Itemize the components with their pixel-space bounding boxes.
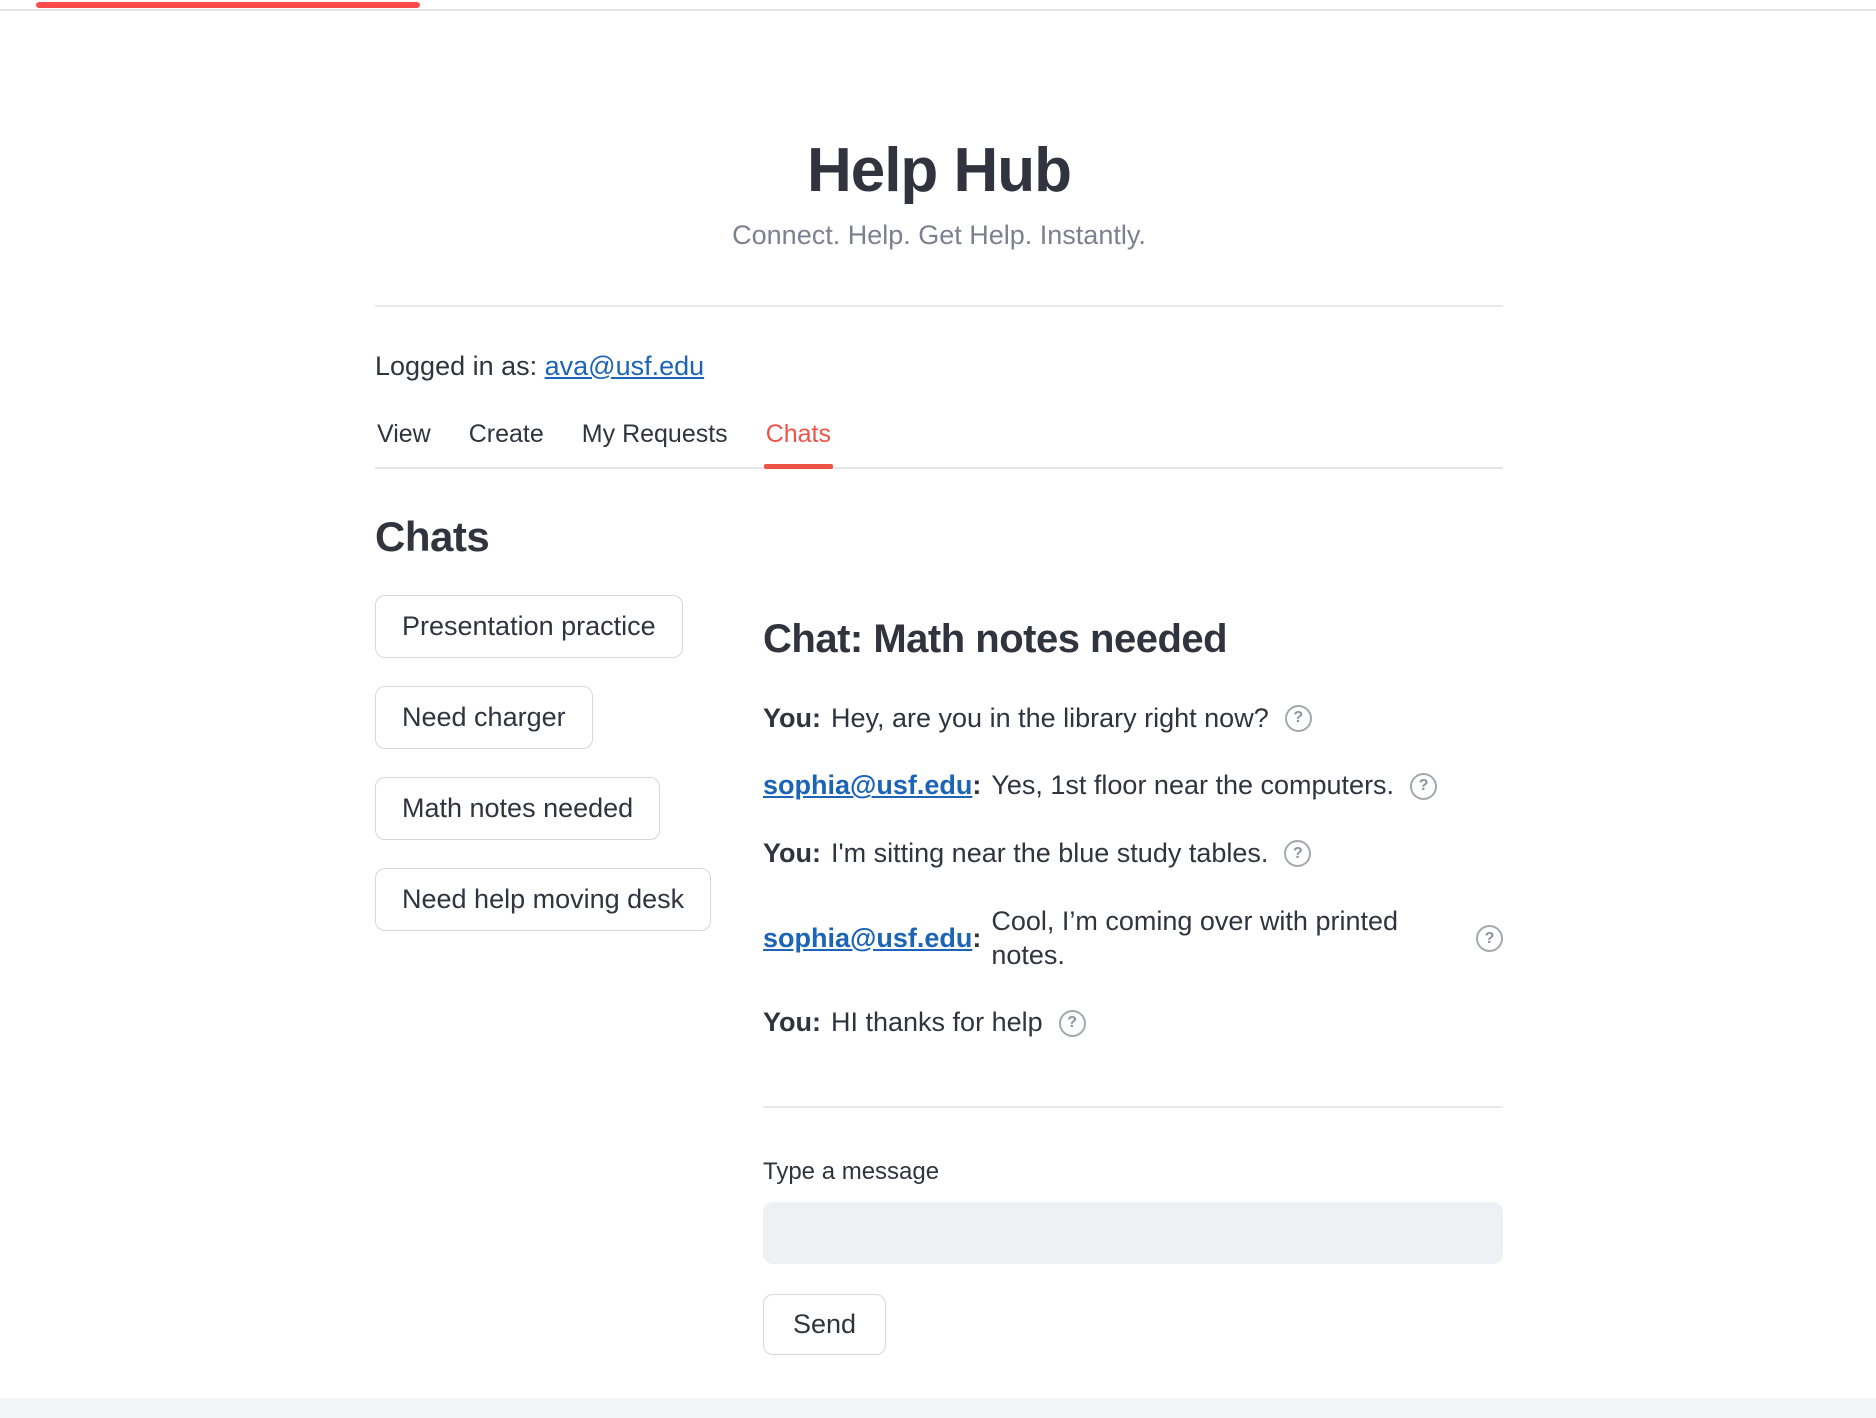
message-row [763, 1006, 1503, 1040]
tab-view[interactable]: View [377, 419, 431, 448]
message-list [763, 702, 1503, 1041]
app-header [375, 132, 1503, 253]
message-sender: You [763, 1007, 812, 1038]
chats-heading: Chats [375, 512, 490, 560]
logged-in-label: Logged in as: [375, 350, 545, 381]
message-colon: : [812, 1007, 821, 1038]
tab-create[interactable]: Create [468, 419, 544, 448]
message-sender: You [763, 702, 812, 733]
chat-button-presentation-practice[interactable]: Presentation practice [375, 595, 683, 658]
message-row [763, 837, 1503, 871]
help-icon[interactable]: ? [1476, 925, 1503, 952]
help-icon[interactable]: ? [1284, 840, 1311, 867]
message-text: Hey, are you in the library right now? [831, 702, 1269, 733]
logged-in-email-link[interactable]: ava@usf.edu [544, 350, 705, 381]
chat-button-math-notes-needed[interactable]: Math notes needed [375, 777, 660, 840]
footer-strip [0, 1398, 1876, 1418]
message-text: I'm sitting near the blue study tables. [831, 838, 1269, 869]
send-button[interactable]: Send [763, 1294, 886, 1355]
page-container [375, 0, 1503, 1355]
tab-chats[interactable]: Chats [764, 420, 833, 467]
header-divider [375, 305, 1503, 307]
message-text: HI thanks for help [831, 1007, 1043, 1038]
tab-my-requests[interactable]: My Requests [581, 419, 728, 448]
help-icon[interactable]: ? [1285, 705, 1312, 732]
message-colon: : [972, 922, 982, 953]
loading-progress-bar [36, 2, 420, 8]
composer-divider [763, 1106, 1503, 1108]
message-text: Yes, 1st floor near the computers. [991, 770, 1395, 801]
chat-panel [763, 513, 1503, 1356]
message-sender-email-link[interactable]: sophia@usf.edu [763, 770, 973, 801]
logged-in-status [375, 351, 1503, 382]
help-icon[interactable]: ? [1410, 773, 1437, 800]
message-sender: You [763, 838, 812, 869]
main-content [375, 513, 1503, 1356]
chat-button-need-help-moving-desk[interactable]: Need help moving desk [375, 868, 711, 931]
tab-bar [375, 420, 1503, 469]
message-colon: : [812, 702, 821, 733]
chat-list-panel [375, 513, 763, 1356]
message-row [763, 769, 1503, 803]
page-subtitle: Connect. Help. Get Help. Instantly. [732, 219, 1146, 250]
message-row [763, 905, 1503, 973]
message-text: Cool, I’m coming over with printed notes. [991, 905, 1399, 970]
message-colon: : [972, 770, 982, 801]
message-sender-email-link[interactable]: sophia@usf.edu [763, 922, 973, 953]
chat-button-need-charger[interactable]: Need charger [375, 686, 593, 749]
message-input[interactable] [763, 1202, 1503, 1264]
chat-heading: Chat: Math notes needed [763, 616, 1228, 661]
message-colon: : [812, 838, 821, 869]
page-title: Help Hub [806, 136, 1072, 205]
composer-label: Type a message [763, 1158, 940, 1186]
chat-list [375, 595, 763, 931]
help-icon[interactable]: ? [1059, 1010, 1086, 1037]
message-row [763, 702, 1503, 736]
